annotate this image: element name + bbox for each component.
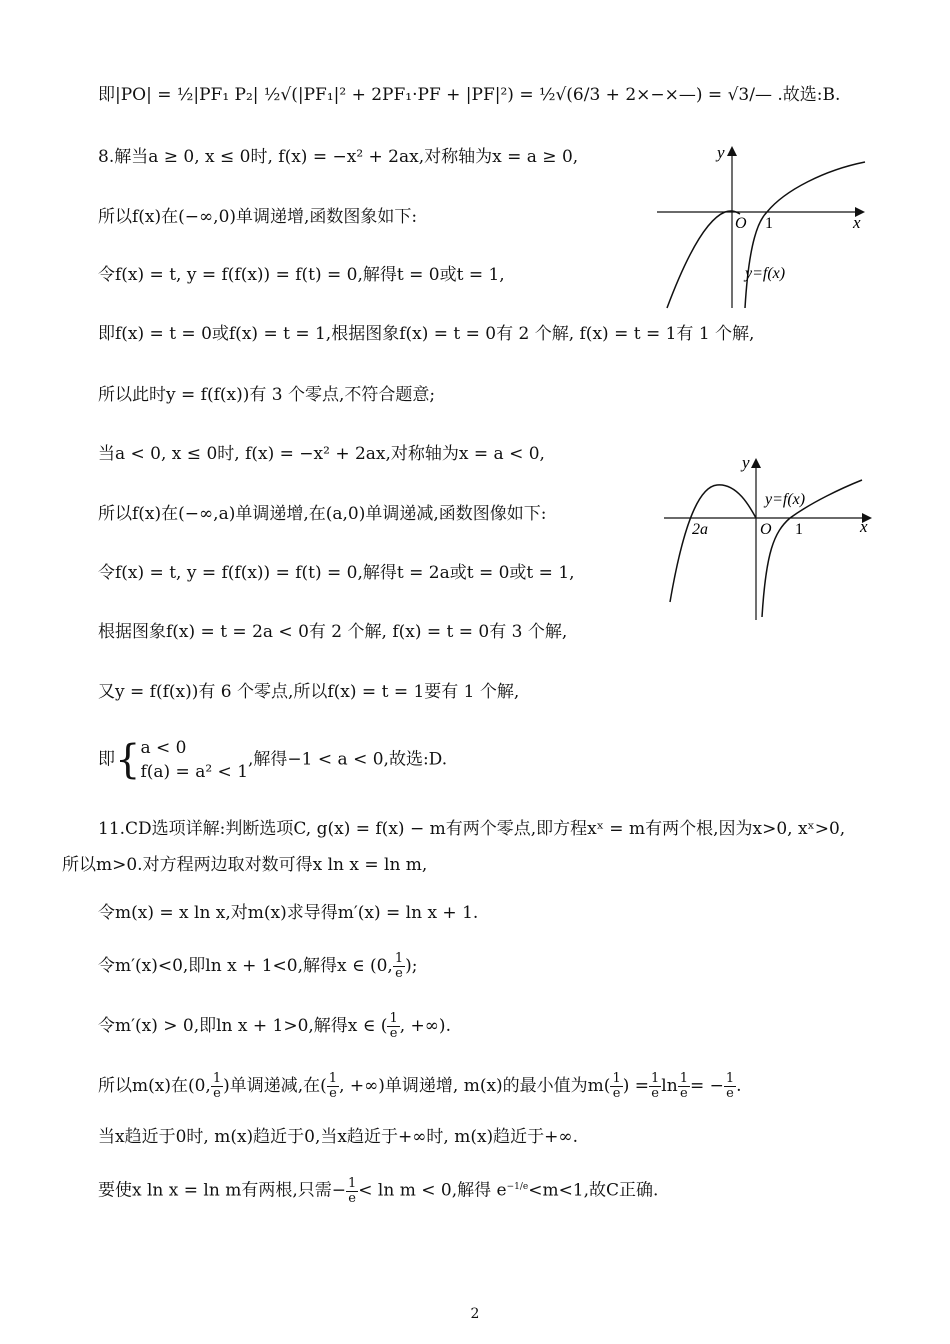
- line-let-t-1: 令f(x) = t, y = f(f(x)) = f(t) = 0,解得t = 0或t = 1,: [98, 265, 505, 285]
- line-system: 即{a < 0 f(a) = a² < 1,解得−1 < a < 0,故选:D.: [98, 737, 448, 783]
- x-label: x: [860, 517, 868, 536]
- function-label: y=f(x): [745, 265, 786, 282]
- one-label: 1: [795, 521, 803, 538]
- curve-left: [670, 485, 756, 602]
- line-six-zeros: 又y = f(f(x))有 6 个零点,所以f(x) = t = 1要有 1 个解,: [98, 682, 520, 702]
- x-label: x: [853, 213, 861, 232]
- origin-label: O: [760, 521, 772, 538]
- line-option-c: 11.CD选项详解:判断选项C, g(x) = f(x) − m有两个零点,即方程xˣ = m有两个根,因为x>0, xˣ>0,: [98, 819, 846, 839]
- line-increasing-cond: 令m′(x) > 0,即ln x + 1>0,解得x ∈ ( $\frac{1}{e}$ , +∞).: [98, 1011, 451, 1041]
- line-monotone-1: 所以f(x)在(−∞,0)单调递增,函数图象如下:: [98, 207, 418, 227]
- function-label: y=f(x): [765, 491, 806, 508]
- line-conclusion-c: 要使x ln x = ln m有两根,只需− $\frac{1}{e}$ < ln m < 0,解得 $e^{-1/e}<m<1$,故C正确.: [98, 1175, 659, 1206]
- graph-case-a-nonneg: [655, 140, 870, 310]
- line-solutions-1: 即f(x) = t = 0或f(x) = t = 1,根据图象f(x) = t = 0有 2 个解, f(x) = t = 1有 1 个解,: [98, 324, 755, 344]
- line-vector-result: 即|PO| = ½|PF₁ P₂| ½√(|PF₁|² + 2PF₁·PF + |PF|²) = ½√(6/3 + 2×−×—) = √3/— .故选:B.: [98, 85, 841, 105]
- graph-case-a-neg: [662, 452, 877, 622]
- y-label: y: [717, 143, 725, 162]
- line-decreasing-cond: 令m′(x)<0,即ln x + 1<0,解得x ∈ (0, $\frac{1}{e}$ );: [98, 951, 418, 981]
- one-label: 1: [765, 215, 773, 232]
- line-minimum: 所以m(x)在(0, $\frac{1}{e}$ )单调递减,在( $\frac{1}{e}$ , +∞)单调递增, m(x)的最小值为m( $\frac{1}{e}$ ) = $\frac{1}{e}$ ln $\frac{1}{e}$ = − $\frac{1}{e}$ .: [98, 1071, 742, 1101]
- line-zeros-3: 所以此时y = f(f(x))有 3 个零点,不符合题意;: [98, 385, 436, 405]
- line-let-t-2: 令f(x) = t, y = f(f(x)) = f(t) = 0,解得t = 2a或t = 0或t = 1,: [98, 563, 575, 583]
- page-number: 2: [470, 1306, 480, 1322]
- y-label: y: [742, 453, 750, 472]
- curve-right: [745, 162, 865, 308]
- y-arrow-icon: [727, 146, 737, 156]
- curve-left: [667, 211, 740, 308]
- line-derivative: 令m(x) = x ln x,对m(x)求导得m′(x) = ln x + 1.: [98, 903, 479, 923]
- two-a-label: 2a: [692, 521, 708, 538]
- line-monotone-2: 所以f(x)在(−∞,a)单调递增,在(a,0)单调递减,函数图像如下:: [98, 504, 547, 524]
- line-log-both: 所以m>0.对方程两边取对数可得x ln x = ln m,: [62, 855, 428, 875]
- origin-label: O: [735, 215, 747, 232]
- y-arrow-icon: [751, 458, 761, 468]
- line-case-a-neg: 当a < 0, x ≤ 0时, f(x) = −x² + 2ax,对称轴为x = a < 0,: [98, 444, 545, 464]
- line-solutions-2: 根据图象f(x) = t = 2a < 0有 2 个解, f(x) = t = 0有 3 个解,: [98, 622, 568, 642]
- line-limits: 当x趋近于0时, m(x)趋近于0,当x趋近于+∞时, m(x)趋近于+∞.: [98, 1127, 578, 1147]
- line-case-a-nonneg: 8.解当a ≥ 0, x ≤ 0时, f(x) = −x² + 2ax,对称轴为x = a ≥ 0,: [98, 147, 579, 167]
